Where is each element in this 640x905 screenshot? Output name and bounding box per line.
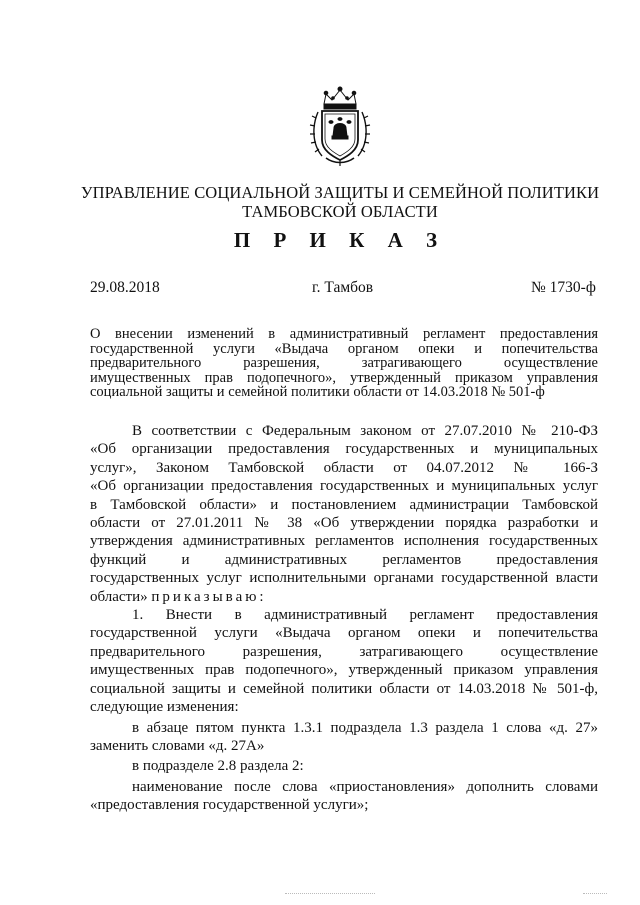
- body-line: «Об организации предоставления государственных и муниципальных услуг: [90, 478, 598, 495]
- body-line: «предоставления государственной услуги»;: [90, 797, 369, 814]
- body-line: в подразделе 2.8 раздела 2:: [132, 758, 304, 775]
- subject-line: социальной защиты и семейной политики области от 14.03.2018 № 501-ф: [90, 384, 545, 400]
- body-line: заменить словами «д. 27А»: [90, 737, 265, 754]
- document-body: [90, 422, 598, 815]
- document-number: № 1730-ф: [531, 279, 596, 296]
- body-line: «Об организации предоставления государственных и муниципальных: [90, 441, 598, 458]
- body-line: следующие изменения:: [90, 699, 239, 716]
- scan-corner-mark: [583, 893, 607, 897]
- body-line: области от 27.01.2011 № 38 «Об утверждении порядка разработки и: [90, 515, 598, 532]
- body-line: [90, 588, 598, 606]
- document-date: 29.08.2018: [90, 279, 160, 296]
- document-subject: [90, 327, 598, 400]
- document-type-title: П Р И К А З: [233, 228, 447, 252]
- body-line: государственной услуги «Выдача органом опеки и попечительства: [90, 625, 598, 642]
- body-line: функций и административных регламентов предоставления: [90, 551, 598, 568]
- body-line: В соответствии с Федеральным законом от 27.07.2010 № 210-ФЗ: [132, 423, 598, 439]
- body-line: утверждения административных регламентов исполнения государственных: [90, 533, 598, 550]
- body-line: услуг», Законом Тамбовской области от 04.07.2012 № 166-З: [90, 459, 598, 476]
- organization-name-line1: УПРАВЛЕНИЕ СОЦИАЛЬНОЙ ЗАЩИТЫ И СЕМЕЙНОЙ ПОЛИТИКИ: [80, 183, 600, 202]
- body-line: в Тамбовской области» и постановлением администрации Тамбовской: [90, 496, 598, 513]
- body-line: предварительного разрешения, затрагивающего осуществление: [90, 643, 598, 660]
- scan-footer-mark: [285, 893, 375, 898]
- body-line: государственных услуг исполнительными органами государственной власти: [90, 570, 598, 587]
- body-line: наименование после слова «приостановления» дополнить словами: [132, 778, 598, 795]
- subject-line: О внесении изменений в административный регламент предоставления: [90, 326, 598, 342]
- document-city: г. Тамбов: [312, 279, 374, 296]
- body-line: имущественных прав подопечного», утвержденный приказом управления: [90, 662, 598, 679]
- coat-of-arms-icon: [304, 82, 376, 168]
- organization-name-line2: ТАМБОВСКОЙ ОБЛАСТИ: [242, 202, 438, 221]
- order-word: приказываю:: [151, 588, 267, 605]
- subject-line: предварительного разрешения, затрагивающего осуществление: [90, 355, 598, 371]
- subject-line: имущественных прав подопечного», утвержденный приказом управления: [90, 369, 598, 386]
- body-line: 1. Внести в административный регламент предоставления: [132, 607, 598, 624]
- body-line: в абзаце пятом пункта 1.3.1 подраздела 1.3 раздела 1 слова «д. 27»: [132, 719, 598, 736]
- subject-line: государственной услуги «Выдача органом опеки и попечительства: [90, 340, 598, 357]
- body-line-prefix: области»: [90, 588, 148, 605]
- body-line: социальной защиты и семейной политики области от 14.03.2018 № 501-ф,: [90, 680, 598, 697]
